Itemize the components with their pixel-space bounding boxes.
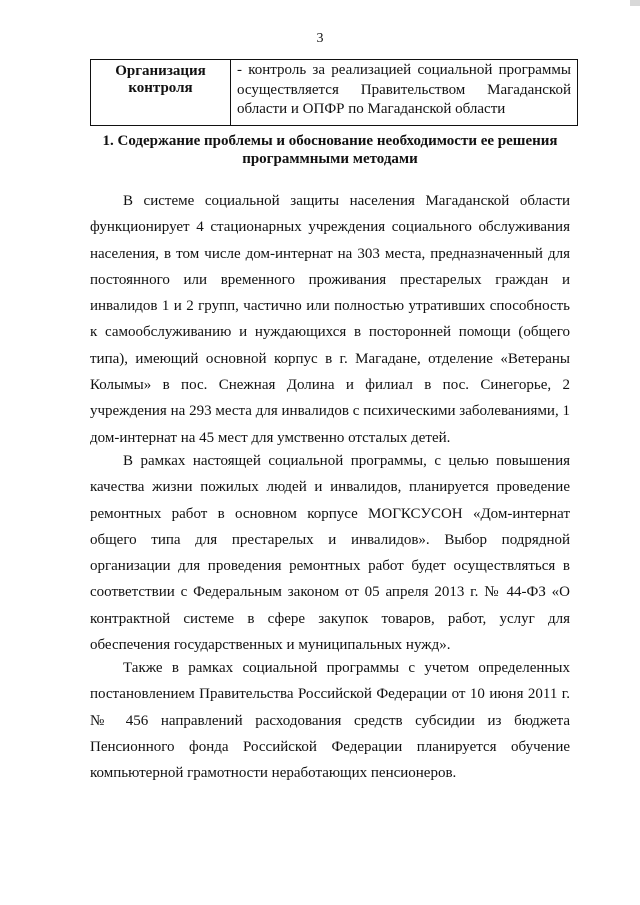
table-row xyxy=(91,60,578,126)
scan-artifact xyxy=(630,0,640,6)
page-number: 3 xyxy=(316,31,324,46)
body-paragraph-block xyxy=(90,448,570,658)
section-heading: 1. Содержание проблемы и обоснование необходимости ее решения программными методами xyxy=(102,133,558,167)
program-info-table xyxy=(90,59,578,126)
paragraph-repairs: В рамках настоящей социальной программы, с целью повышения качества жизни пожилых людей и инвалидов, планируется проведение ремонтных работ в основном корпусе МОГКСУСОН «Дом-интернат общего типа для престарелых и инвалидов». Выбор подрядной организации для проведения ремонтных работ будет осуществляться в соответствии с Федеральным законом от 05 апреля 2013 г. № 44-ФЗ «О контрактной системе в сфере закупок товаров, работ, услуг для обеспечения государственных и муниципальных нужд». xyxy=(90,453,570,654)
body-paragraph-block xyxy=(90,655,570,786)
table-value-cell: - контроль за реализацией социальной программы осуществляется Правительством Магаданской области и ОПФР по Магаданской области xyxy=(231,60,578,126)
paragraph-training: Также в рамках социальной программы с учетом определенных постановлением Правительства Российской Федерации от 10 июня 2011 г. № 456 направлений расходования средств субсидии из бюджета Пенсионного фонда Российской Федерации планируется обучение компьютерной грамотности неработающих пенсионеров. xyxy=(90,660,570,782)
body-paragraph-block xyxy=(90,188,570,451)
table-label-cell: Организация контроля xyxy=(91,60,231,126)
paragraph-facilities: В системе социальной защиты населения Магаданской области функционирует 4 стационарных учреждения социального обслуживания населения, в том числе дом-интернат на 303 места, предназначенный для постоянного или временного проживания престарелых граждан и инвалидов 1 и 2 групп, частично или полностью утративших способность к самообслуживанию и нуждающихся в посторонней помощи (общего типа), имеющий основной корпус в г. Магадане, отделение «Ветераны Колымы» в пос. Снежная Долина и филиал в пос. Синегорье, 2 учреждения на 293 места для инвалидов с психическими заболеваниями, 1 дом-интернат на 45 мест для умственно отсталых детей. xyxy=(90,193,570,446)
